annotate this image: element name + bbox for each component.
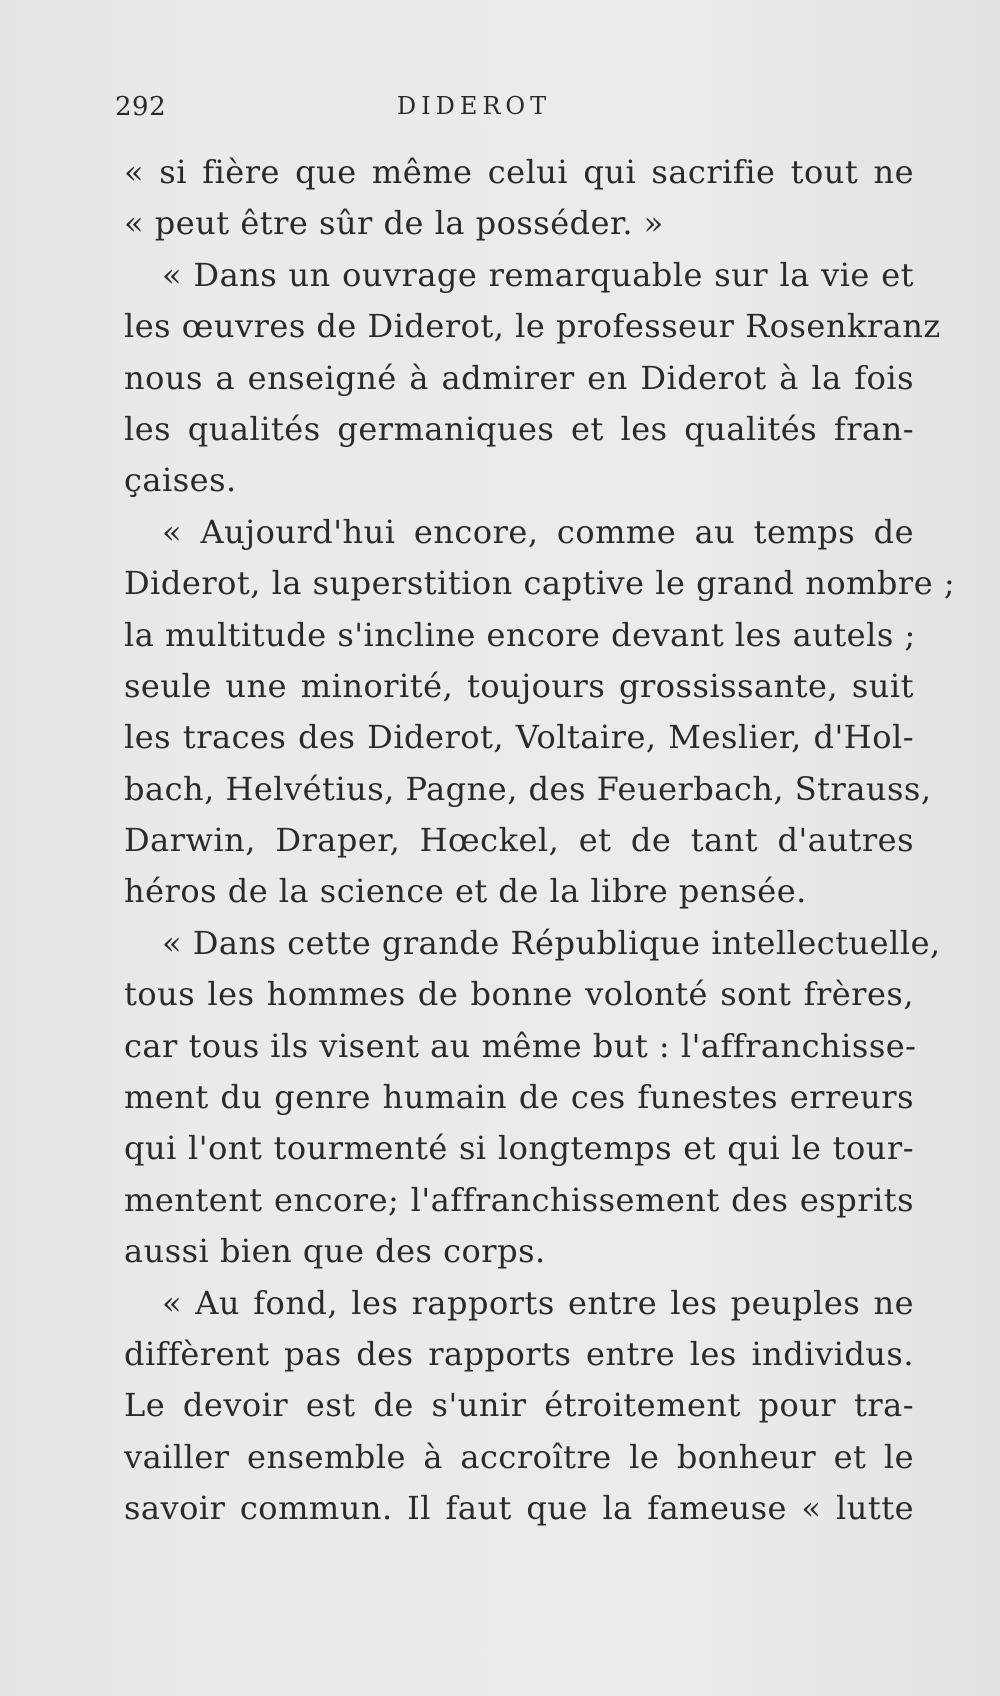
- text-line: les qualités germaniques et les qualités fran-: [124, 409, 914, 448]
- text-line: bach, Helvétius, Pagne, des Feuerbach, Strauss,: [124, 769, 932, 808]
- body-text: [124, 147, 956, 1535]
- text-line: la multitude s'incline encore devant les autels ;: [124, 615, 916, 654]
- text-line: « Aujourd'hui encore, comme au temps de: [162, 512, 914, 551]
- text-line: les œuvres de Diderot, le professeur Rosenkranz: [124, 307, 941, 346]
- text-line: seule une minorité, toujours grossissante, suit: [124, 666, 914, 705]
- text-line: car tous ils visent au même but : l'affranchisse-: [124, 1026, 917, 1065]
- page-number: 292: [115, 92, 167, 122]
- text-line: savoir commun. Il faut que la fameuse « lutte: [124, 1489, 914, 1528]
- text-line: « si fière que même celui qui sacrifie tout ne: [124, 153, 914, 191]
- text-line: Diderot, la superstition captive le grand nombre ;: [124, 564, 956, 603]
- running-title: DIDEROT: [396, 92, 552, 120]
- page-header: [115, 92, 915, 132]
- text-line: Le devoir est de s'unir étroitement pour tra-: [124, 1386, 914, 1425]
- text-line: çaises.: [124, 461, 237, 500]
- text-line: nous a enseigné à admirer en Diderot à la fois: [124, 358, 914, 397]
- text-line: tous les hommes de bonne volonté sont frères,: [124, 975, 914, 1014]
- text-line: « Au fond, les rapports entre les peuples ne: [162, 1283, 914, 1322]
- text-line: les traces des Diderot, Voltaire, Meslier, d'Hol-: [124, 718, 914, 757]
- text-line: aussi bien que des corps.: [124, 1232, 546, 1271]
- text-line: « Dans cette grande République intellectuelle,: [162, 923, 941, 962]
- text-line: « peut être sûr de la posséder. »: [124, 204, 664, 243]
- text-line: ment du genre humain de ces funestes erreurs: [124, 1078, 914, 1117]
- text-line: héros de la science et de la libre pensée.: [124, 872, 807, 911]
- text-line: Darwin, Draper, Hœckel, et de tant d'autres: [124, 821, 914, 860]
- text-line: diffèrent pas des rapports entre les individus.: [124, 1334, 914, 1373]
- text-line: vailler ensemble à accroître le bonheur et le: [124, 1437, 914, 1476]
- text-line: « Dans un ouvrage remarquable sur la vie et: [162, 255, 914, 294]
- text-line: mentent encore; l'affranchissement des esprits: [124, 1180, 914, 1219]
- text-line: qui l'ont tourmenté si longtemps et qui le tour-: [124, 1129, 914, 1168]
